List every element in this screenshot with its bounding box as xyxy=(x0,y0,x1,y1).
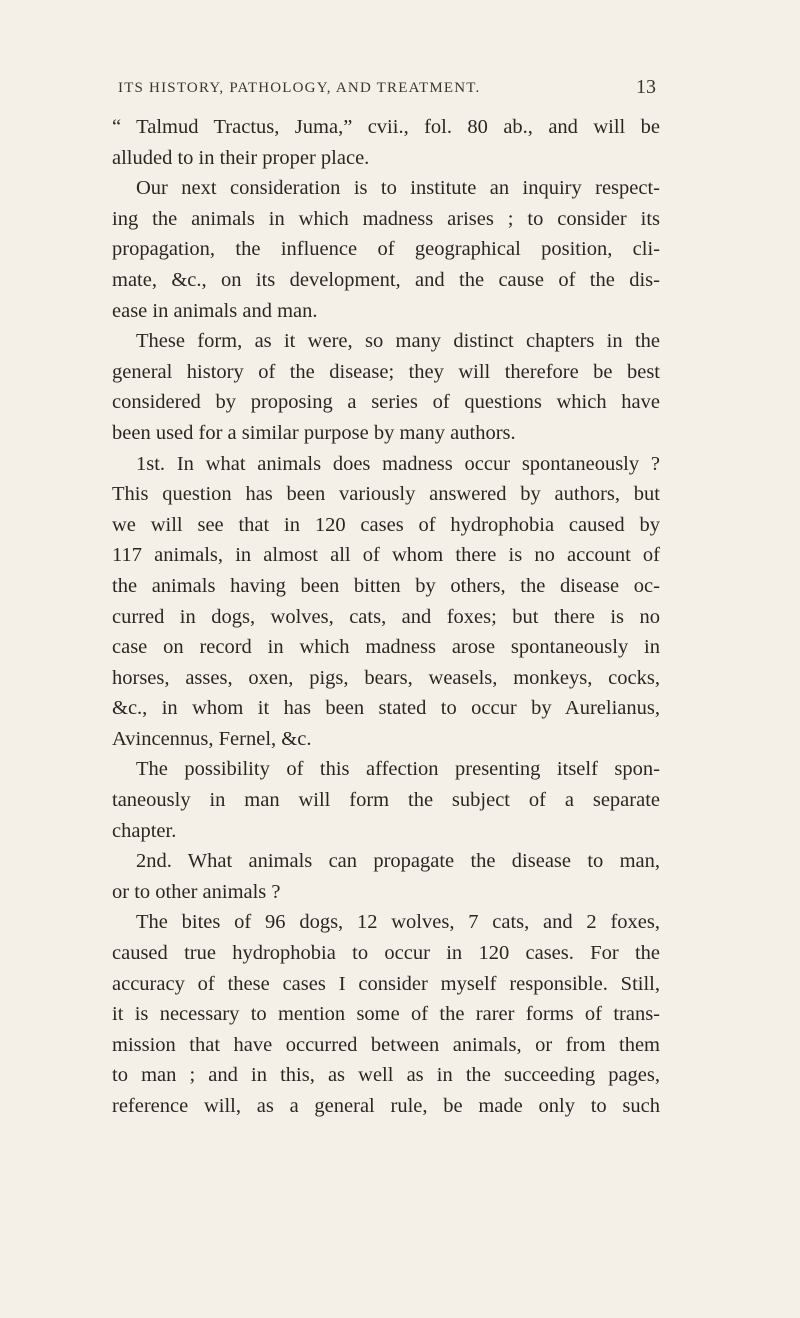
text-line: case on record in which madness arose spontaneously in xyxy=(112,636,660,659)
text-line: &c., in whom it has been stated to occur by Aurelianus, xyxy=(112,697,660,720)
text-line: 1st. In what animals does madness occur spontaneously ? xyxy=(136,452,660,475)
text-line: The possibility of this affection presenting itself spon- xyxy=(136,758,660,781)
text-line: The bites of 96 dogs, 12 wolves, 7 cats, and 2 foxes, xyxy=(136,911,660,934)
text-line: or to other animals ? xyxy=(112,880,281,903)
text-line: been used for a similar purpose by many authors. xyxy=(112,421,516,444)
text-line: the animals having been bitten by others, the disease oc- xyxy=(112,574,660,597)
running-title: ITS HISTORY, PATHOLOGY, AND TREATMENT. xyxy=(118,80,481,96)
text-line: general history of the disease; they will therefore be best xyxy=(112,360,660,383)
text-line: it is necessary to mention some of the rarer forms of trans- xyxy=(112,1003,660,1026)
text-line: accuracy of these cases I consider myself responsible. Still, xyxy=(112,972,660,995)
text-line: curred in dogs, wolves, cats, and foxes; but there is no xyxy=(112,605,660,628)
text-line: reference will, as a general rule, be made only to such xyxy=(112,1095,660,1117)
text-line: ing the animals in which madness arises ; to consider its xyxy=(112,207,660,230)
text-line: 117 animals, in almost all of whom there is no account of xyxy=(112,544,660,567)
text-line: “ Talmud Tractus, Juma,” cvii., fol. 80 ab., and will be xyxy=(112,116,660,138)
page-number: 13 xyxy=(636,76,656,98)
running-head xyxy=(118,76,656,106)
text-line: horses, asses, oxen, pigs, bears, weasels, monkeys, cocks, xyxy=(112,666,660,689)
text-line: This question has been variously answered by authors, but xyxy=(112,483,660,506)
text-line: propagation, the influence of geographical position, cli- xyxy=(112,238,660,261)
text-line: chapter. xyxy=(112,819,177,842)
text-line: alluded to in their proper place. xyxy=(112,146,370,169)
text-line: Avincennus, Fernel, &c. xyxy=(112,727,312,750)
body-text xyxy=(112,112,660,1122)
text-line: considered by proposing a series of questions which have xyxy=(112,391,660,414)
text-line: taneously in man will form the subject of a separate xyxy=(112,789,660,812)
text-line: 2nd. What animals can propagate the disease to man, xyxy=(136,850,660,873)
text-line: we will see that in 120 cases of hydrophobia caused by xyxy=(112,513,660,536)
text-line: to man ; and in this, as well as in the succeeding pages, xyxy=(112,1064,660,1087)
text-line: Our next consideration is to institute an inquiry respect- xyxy=(136,177,660,200)
text-line: caused true hydrophobia to occur in 120 cases. For the xyxy=(112,942,660,965)
text-line: mission that have occurred between animals, or from them xyxy=(112,1033,660,1056)
text-line: ease in animals and man. xyxy=(112,299,318,322)
text-line: These form, as it were, so many distinct chapters in the xyxy=(136,330,660,353)
text-line: mate, &c., on its development, and the cause of the dis- xyxy=(112,268,660,291)
